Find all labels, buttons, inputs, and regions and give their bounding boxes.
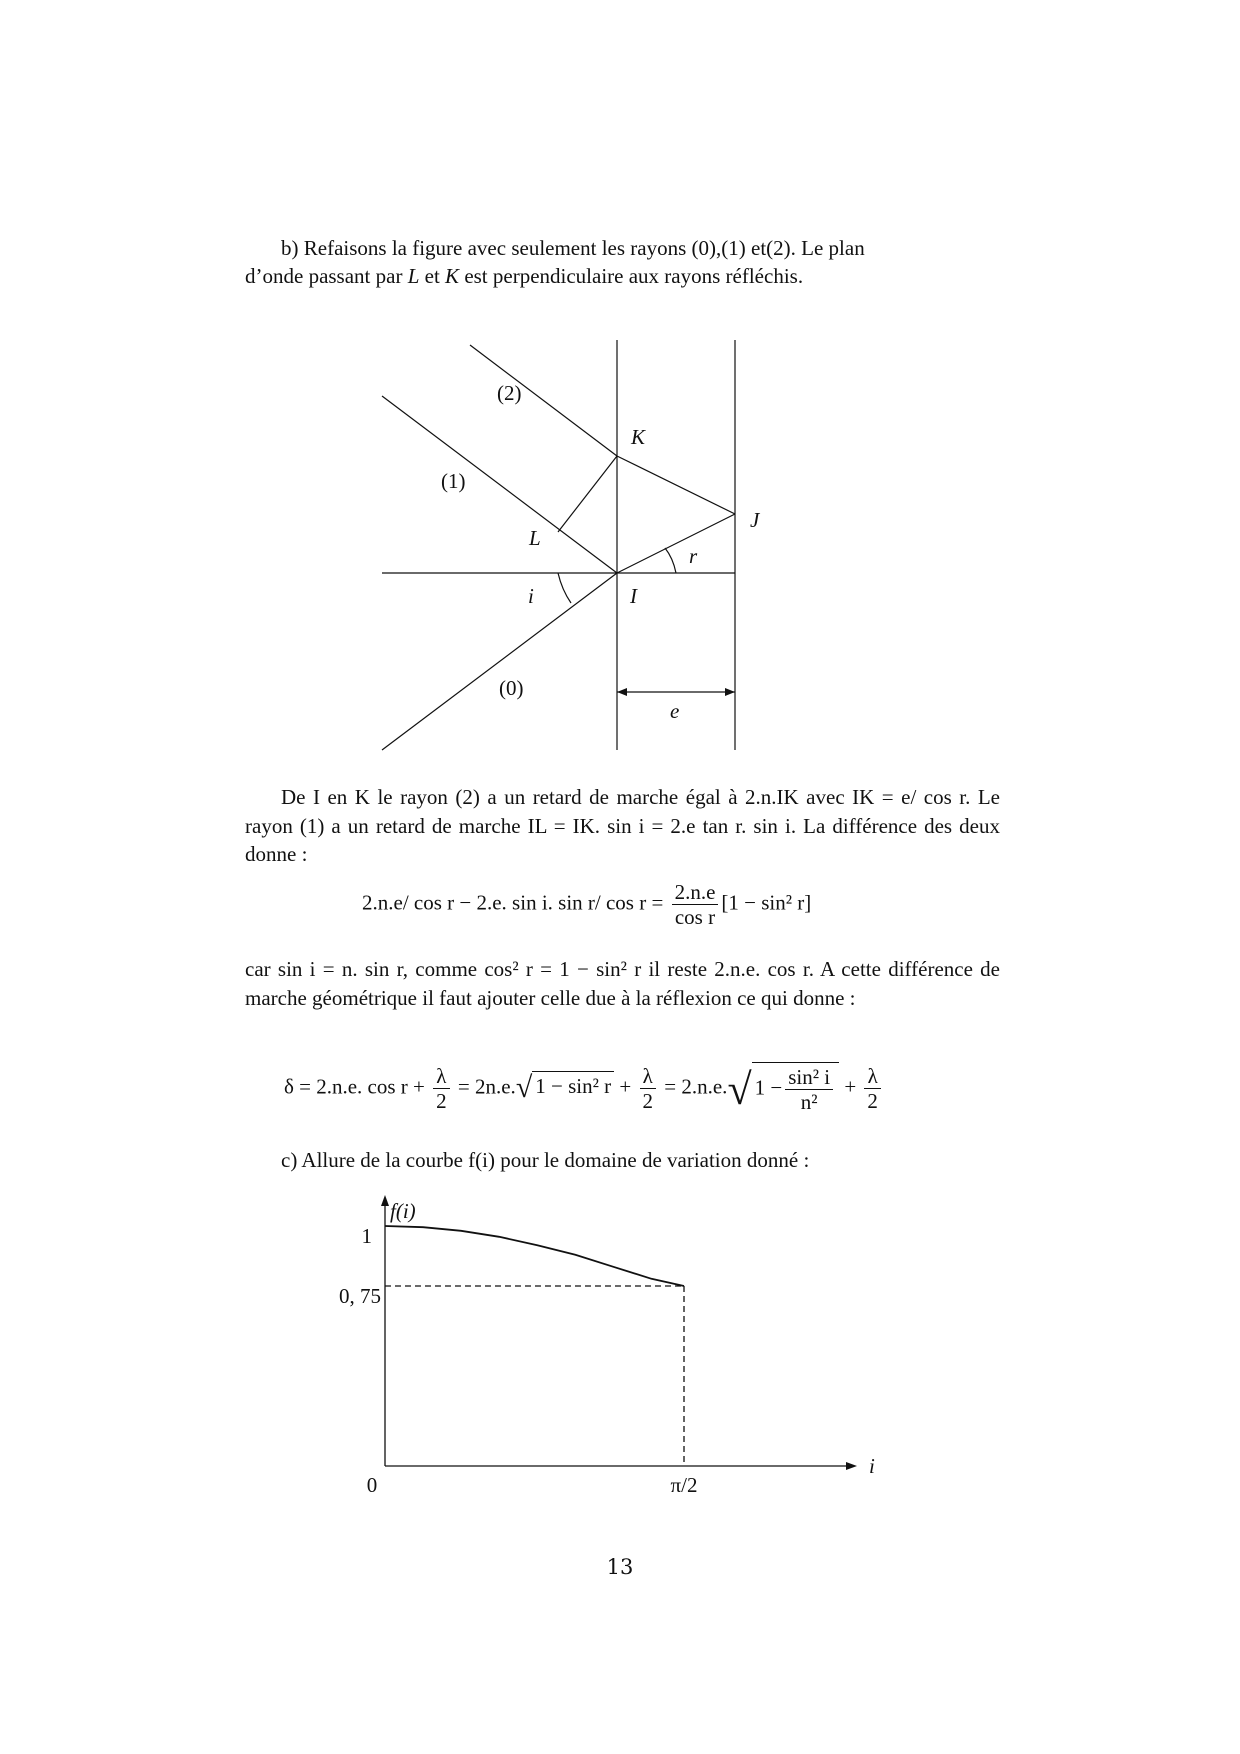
label-J: J xyxy=(750,508,760,532)
eq2-lambda: λ xyxy=(640,1064,657,1089)
paragraph-retard-text: De I en K le rayon (2) a un retard de marche égal à 2.n.IK avec IK = e/ cos r. Le rayon (1) a un retard de marche IL = IK. sin i = 2.e tan r. sin i. La différence des deux donne : xyxy=(245,785,1000,866)
eq2-two: 2 xyxy=(642,1089,654,1113)
label-ray-1: (1) xyxy=(441,469,466,493)
label-angle-i: i xyxy=(528,584,534,608)
label-I: I xyxy=(630,584,637,608)
var-K: K xyxy=(445,264,460,288)
eq2-lambda: λ xyxy=(433,1064,450,1089)
eq2-two: 2 xyxy=(867,1089,878,1113)
eq2-mid2: = 2.n.e. xyxy=(664,1074,728,1099)
eq1-rhs: [1 − sin² r] xyxy=(721,890,812,915)
f-curve xyxy=(385,1226,684,1286)
eq2-sqrt2-den: n² xyxy=(800,1090,818,1114)
label-e: e xyxy=(670,699,680,723)
eq2-lambda: λ xyxy=(864,1064,881,1089)
eq1-lhs: 2.n.e/ cos r − 2.e. sin i. sin r/ cos r = xyxy=(362,890,664,915)
eq1-frac-den: cos r xyxy=(674,905,716,929)
x-tick-label: 0 xyxy=(366,1473,378,1497)
label-angle-r: r xyxy=(689,544,698,568)
var-L: L xyxy=(407,264,420,288)
label-L: L xyxy=(529,526,541,550)
label-ray-2: (2) xyxy=(497,381,522,405)
eq2-start: δ = 2.n.e. cos r + xyxy=(284,1074,425,1099)
eq2-sqrt2-num: sin² i xyxy=(785,1065,833,1090)
eq2-sqrt1-content: 1 − sin² r xyxy=(532,1071,614,1099)
text-fragment: est perpendiculaire aux rayons réfléchis. xyxy=(459,264,804,288)
eq2-plus: + xyxy=(844,1074,857,1099)
y-axis-label: f(i) xyxy=(390,1199,416,1223)
paragraph-c-text: c) Allure de la courbe f(i) pour le domaine de variation donné : xyxy=(281,1148,810,1172)
eq2-two: 2 xyxy=(436,1089,447,1113)
paragraph-b-text: b) Refaisons la figure avec seulement les rayons (0),(1) et(2). Le plan xyxy=(281,236,865,260)
x-axis-label: i xyxy=(869,1454,875,1478)
x-axis-arrowhead xyxy=(846,1462,857,1470)
eq2-sqrt-2: √ 1 − $\frac{\text{sin² i}}{\text{n²}}$ xyxy=(727,1062,839,1115)
paragraph-car-text: car sin i = n. sin r, comme cos² r = 1 − sin² r il reste 2.n.e. cos r. A cette différence de marche géométrique il faut ajouter celle due à la réflexion ce qui donne : xyxy=(245,957,1000,1010)
text-fragment: d’onde passant par xyxy=(245,264,408,288)
eq2-mid1: = 2n.e. xyxy=(457,1074,516,1099)
eq2-sqrt-1: √ 1 − sin² r xyxy=(516,1071,614,1105)
text-fragment: et xyxy=(419,264,446,288)
label-ray-0: (0) xyxy=(499,676,524,700)
y-tick-label: 0, 75 xyxy=(339,1284,381,1308)
y-tick-label: 1 xyxy=(361,1224,372,1248)
eq2-plus: + xyxy=(619,1074,632,1099)
y-axis-arrowhead xyxy=(381,1195,389,1206)
page-number: 13 xyxy=(606,1555,634,1579)
label-K: K xyxy=(631,425,646,449)
eq2-sqrt2-a: 1 − xyxy=(754,1075,783,1100)
x-tick-label: π/2 xyxy=(670,1473,698,1497)
eq1-frac-num: 2.n.e xyxy=(672,880,719,905)
